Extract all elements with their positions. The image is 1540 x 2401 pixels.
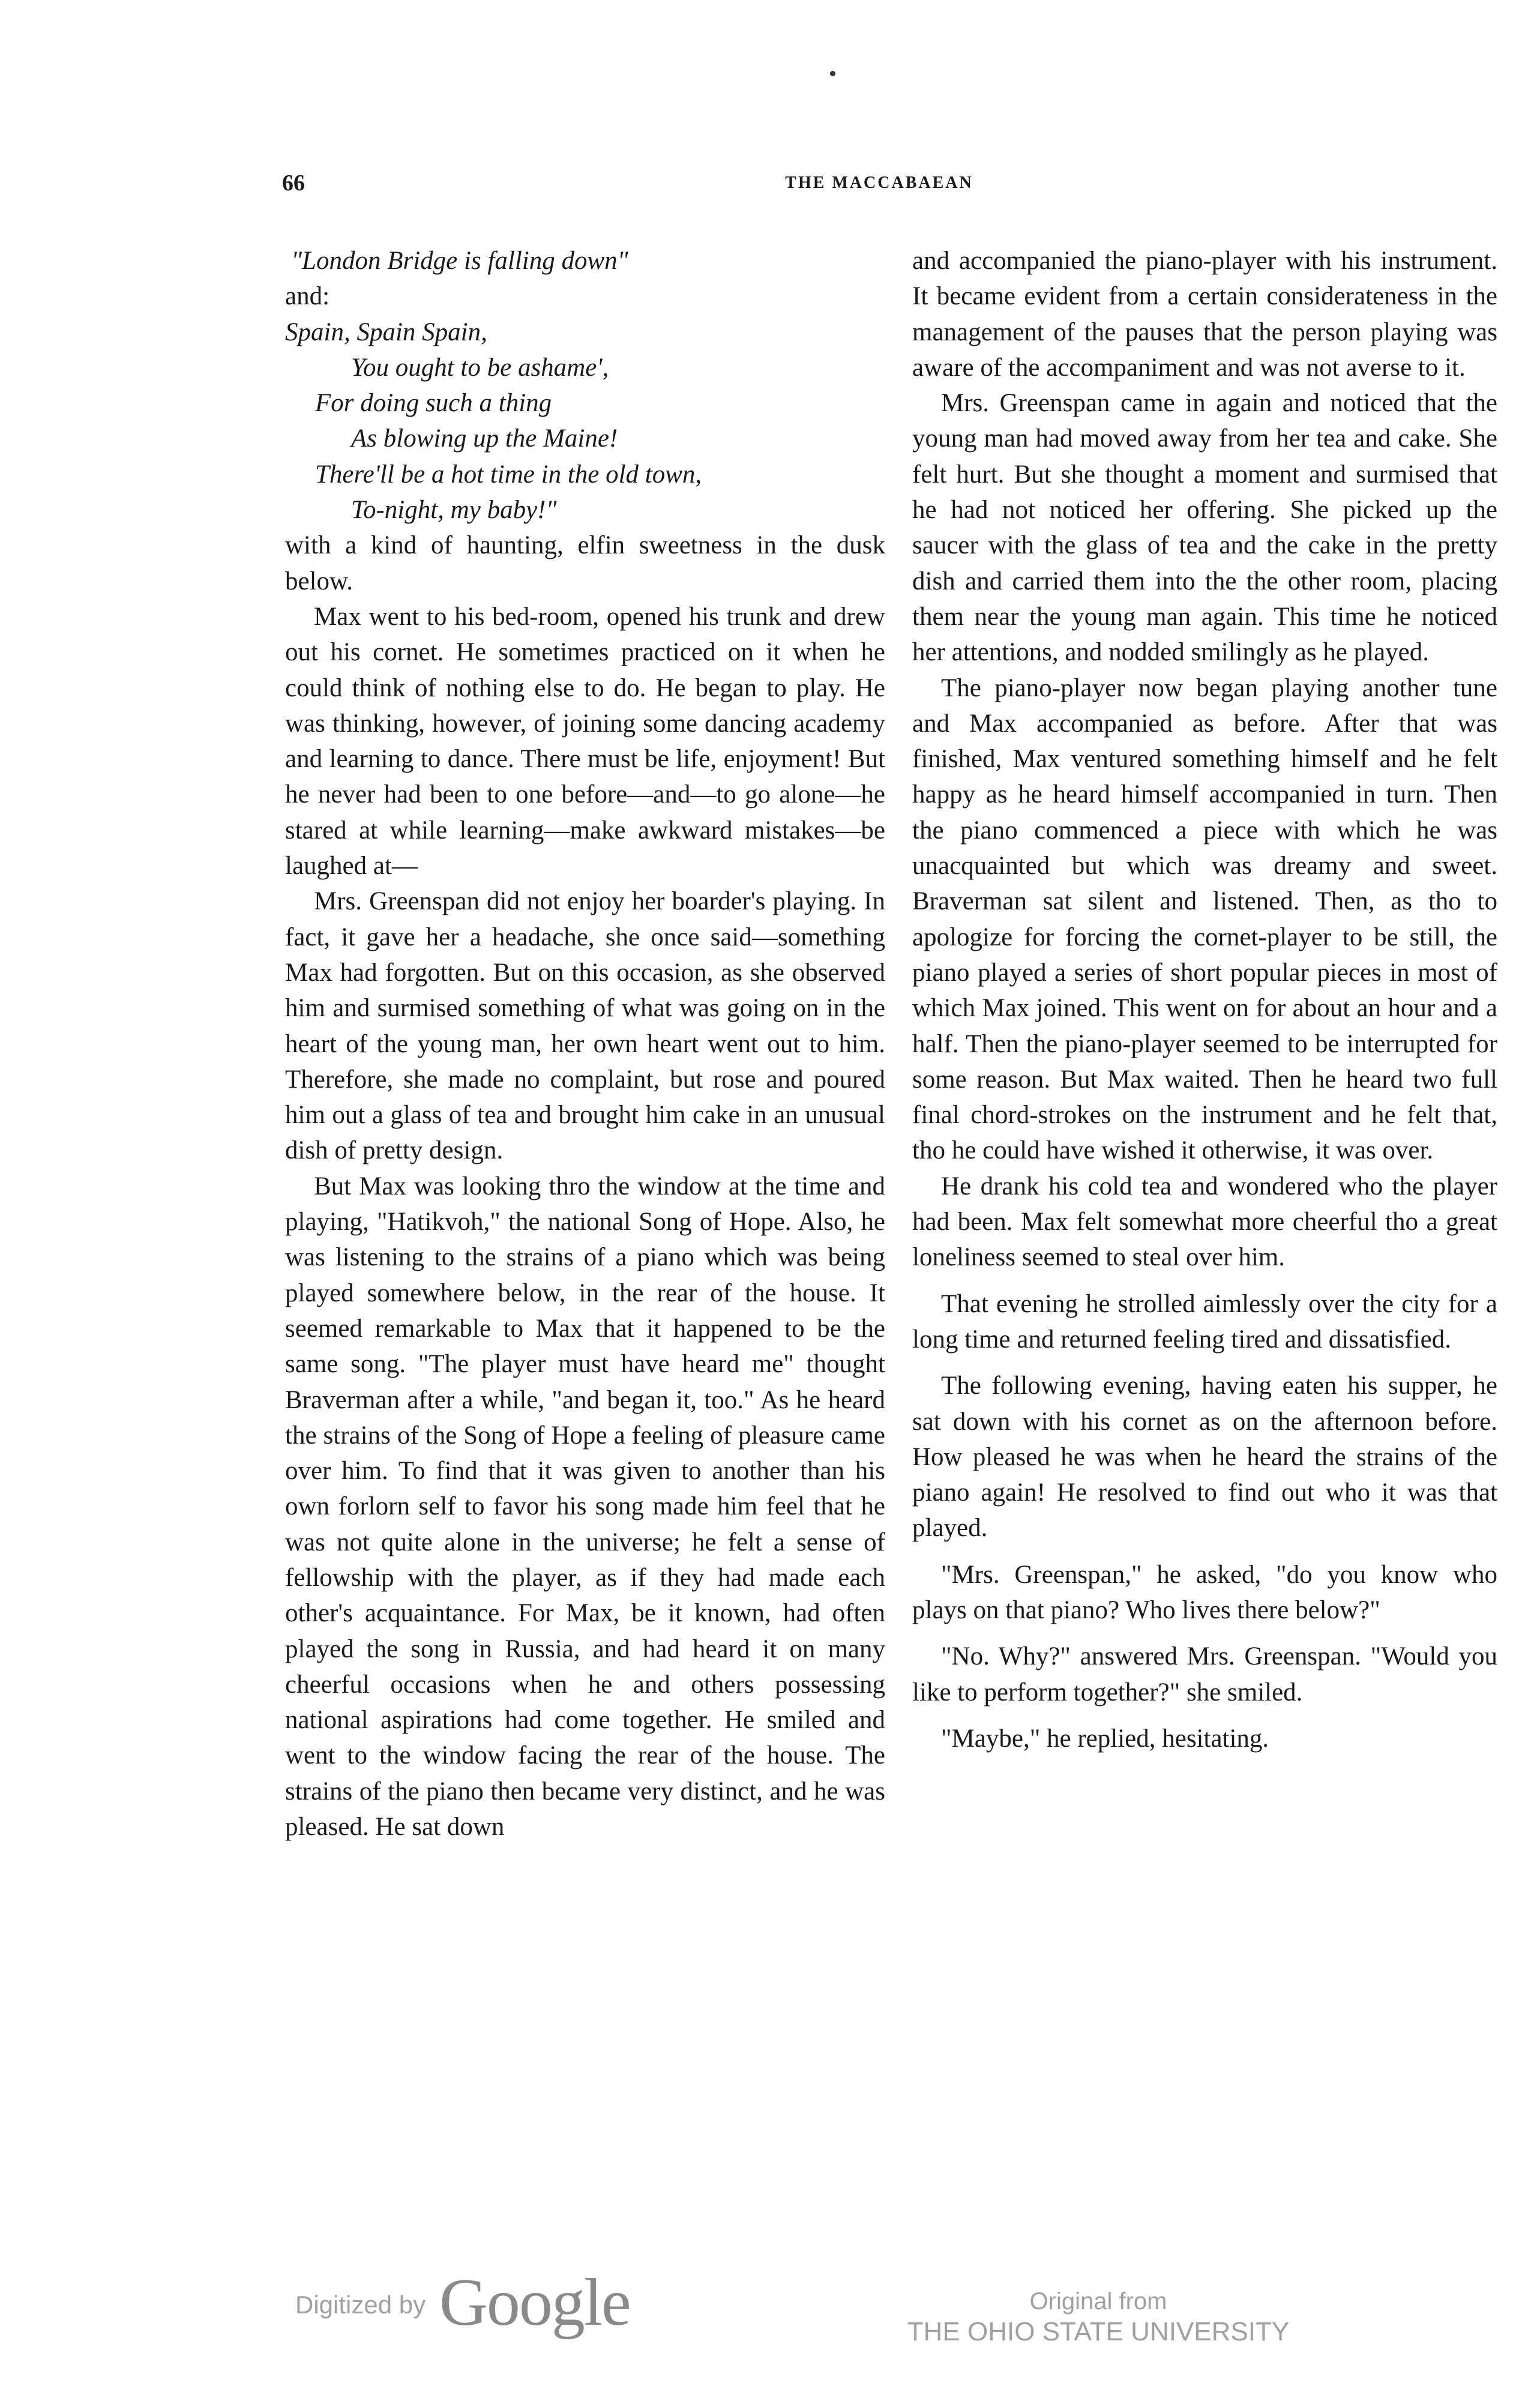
verse-line: You ought to be ashame',	[351, 353, 609, 382]
verse-line: As blowing up the Maine!	[351, 424, 618, 453]
paragraph: Mrs. Greenspan came in again and noticed that the young man had moved away from her tea and cake. She felt hurt. But she thought a moment and surmised that he had not noticed her offering. She picked up the saucer with the glass of tea and the cake in the pretty dish and carried them into the the other room, placing them near the young man again. This time he noticed her attentions, and nodded smilingly as he played.	[912, 389, 1497, 667]
paragraph: The following evening, having eaten his supper, he sat down with his cornet as on the afternoon before. How pleased he was when he heard the strains of the piano again! He resolved to find out who it was that played.	[912, 1372, 1497, 1543]
digitized-by-footer	[295, 2265, 715, 2340]
paragraph: But Max was looking thro the window at the time and playing, "Hatikvoh," the national Song of Hope. Also, he was listening to the strains of a piano which was being played somewhere below, in the rear of the house. It seemed remarkable to Max that it happened to be the same song. "The player must have heard me" thought Braverman after a while, "and began it, too." As he heard the strains of the Song of Hope a feeling of pleasure came over him. To find that it was given to another than his own forlorn self to favor his song made him feel that he was not quite alone in the universe; he felt a sense of fellowship with the player, as if they had made each other's acquaintance. For Max, be it known, had often played the song in Russia, and had heard it on many cheerful occasions when he and others possessing national aspirations had come together. He smiled and went to the window facing the rear of the house. The strains of the piano then became very distinct, and he was pleased. He sat down	[285, 1172, 885, 1842]
paragraph: That evening he strolled aimlessly over the city for a long time and returned feeling tired and dissatisfied.	[912, 1289, 1497, 1354]
google-logo: Google	[439, 2265, 630, 2340]
verse-line: There'll be a hot time in the old town,	[315, 460, 702, 489]
verse-line: Spain, Spain Spain,	[285, 318, 487, 346]
digitized-label: Digitized by	[295, 2291, 426, 2319]
verse-line: To-night, my baby!"	[351, 496, 557, 525]
paragraph: The piano-player now began playing another tune and Max accompanied as before. After that was finished, Max ventured something himself and he felt happy as he heard himself accompanied in turn. Then the piano commenced a piece with which he was unacquainted but which was dreamy and sweet. Braverman sat silent and listened. Then, as tho to apologize for forcing the cornet-player to be still, the piano played a series of short popular pieces in most of which Max joined. This went on for about an hour and a half. Then the piano-player seemed to be interrupted for some reason. But Max waited. Then he heard two full final chord-strokes on the instrument and he felt that, tho he could have wished it otherwise, it was over.	[912, 673, 1497, 1165]
paragraph: Mrs. Greenspan did not enjoy her boarder's playing. In fact, it gave her a headache, she once said—something Max had forgotten. But on this occasion, as she observed him and surmised something of what was going on in the heart of the young man, her own heart went out to him. Therefore, she made no complaint, but rose and poured him out a glass of tea and brought him cake in an unusual dish of pretty design.	[285, 887, 885, 1165]
paragraph: He drank his cold tea and wondered who the player had been. Max felt somewhat more cheerful tho a great loneliness seemed to steal over him.	[912, 1172, 1497, 1272]
institution-name: THE OHIO STATE UNIVERSITY	[907, 2317, 1290, 2346]
verse-line: "London Bridge is falling down"	[291, 247, 628, 275]
paragraph: "No. Why?" answered Mrs. Greenspan. "Would you like to perform together?" she smiled.	[912, 1642, 1497, 1707]
ink-speck	[830, 71, 835, 76]
verse-line: and:	[285, 282, 330, 311]
paragraph: with a kind of haunting, elfin sweetness in the dusk below.	[285, 531, 885, 595]
paragraph: "Mrs. Greenspan," he asked, "do you know who plays on that piano? Who lives there below?"	[912, 1560, 1497, 1624]
left-column	[285, 243, 885, 1845]
paragraph: Max went to his bed-room, opened his trunk and drew out his cornet. He sometimes practiced on it when he could think of nothing else to do. He began to play. He was thinking, however, of joining some dancing academy and learning to dance. There must be life, enjoyment! But he never had been to one before—and—to go alone—he stared at while learning—make awkward mistakes—be laughed at—	[285, 602, 885, 881]
page-number: 66	[282, 170, 305, 196]
verse-line: For doing such a thing	[315, 389, 552, 418]
paragraph: and accompanied the piano-player with his instrument. It became evident from a certain considerateness in the management of the pauses that the person playing was aware of the accompaniment and was not averse to it.	[912, 247, 1497, 382]
page-header	[282, 170, 1476, 206]
original-label: Original from	[1029, 2288, 1167, 2315]
original-from-footer	[888, 2287, 1308, 2348]
running-head: THE MACCABAEAN	[785, 173, 973, 192]
paragraph: "Maybe," he replied, hesitating.	[941, 1724, 1269, 1753]
right-column	[912, 243, 1497, 1756]
